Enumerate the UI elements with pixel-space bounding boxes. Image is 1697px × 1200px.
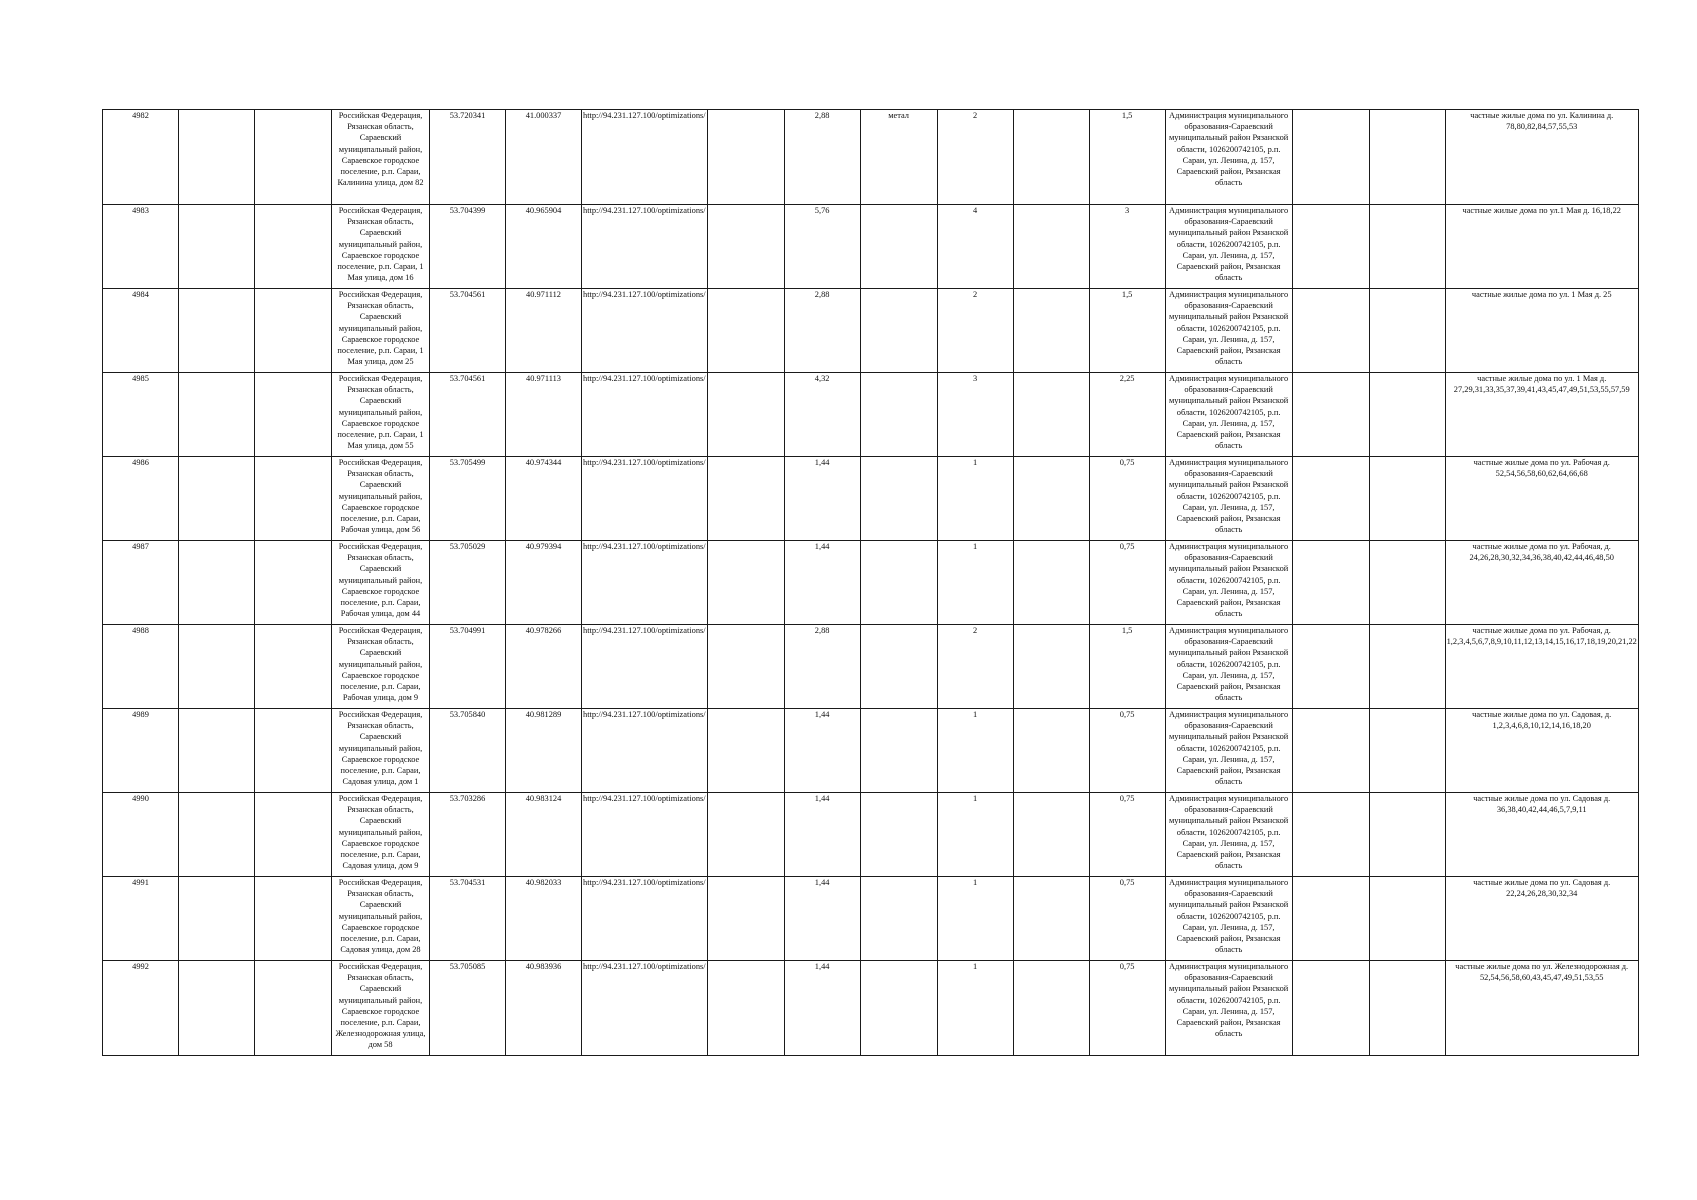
sources-cell: частные жилые дома по ул. Рабочая, д. 1,2,3,4,5,6,7,8,9,10,11,12,13,14,15,16,17,18,19,20,21,22 [1445, 625, 1638, 709]
empty-cell [179, 793, 255, 877]
volume-cell: 0,75 [1089, 541, 1165, 625]
volume-cell: 1,5 [1089, 625, 1165, 709]
longitude-cell: 40.978266 [506, 625, 582, 709]
empty-cell [255, 961, 332, 1056]
containers-cell: 3 [937, 373, 1013, 457]
empty-cell [707, 457, 784, 541]
sources-cell: частные жилые дома по ул. Рабочая, д. 24,26,28,30,32,34,36,38,40,42,44,46,48,50 [1445, 541, 1638, 625]
volume-cell: 1,5 [1089, 289, 1165, 373]
empty-cell [1013, 289, 1089, 373]
empty-cell [1013, 205, 1089, 289]
empty-cell [179, 961, 255, 1056]
latitude-cell: 53.703286 [430, 793, 506, 877]
address-cell: Российская Федерация, Рязанская область, Сараевский муниципальный район, Сараевское городское поселение, р.п. Сараи, Рабочая улица, дом 56 [332, 457, 430, 541]
table-row [103, 373, 1639, 457]
area-cell: 1,44 [784, 877, 860, 961]
empty-cell [179, 110, 255, 205]
material-cell: метал [860, 110, 937, 205]
longitude-cell: 40.982033 [506, 877, 582, 961]
record-number-cell: 4986 [103, 457, 179, 541]
empty-cell [1292, 961, 1369, 1056]
containers-cell: 4 [937, 205, 1013, 289]
empty-cell [707, 961, 784, 1056]
empty-cell [707, 205, 784, 289]
url-cell: http://94.231.127.100/optimizations/ [582, 541, 708, 625]
owner-cell: Администрация муниципального образования-Сараевский муниципальный район Рязанской области, 1026200742105, р.п. Сараи, ул. Ленина, д. 157, Сараевский район, Рязанская область [1165, 289, 1292, 373]
sources-cell: частные жилые дома по ул. Железнодорожная д. 52,54,56,58,60,43,45,47,49,51,53,55 [1445, 961, 1638, 1056]
empty-cell [179, 541, 255, 625]
material-cell [860, 793, 937, 877]
containers-cell: 1 [937, 457, 1013, 541]
empty-cell [255, 793, 332, 877]
empty-cell [1369, 110, 1445, 205]
empty-cell [707, 541, 784, 625]
material-cell [860, 877, 937, 961]
latitude-cell: 53.704561 [430, 373, 506, 457]
volume-cell: 2,25 [1089, 373, 1165, 457]
sources-cell: частные жилые дома по ул. Рабочая д. 52,54,56,58,60,62,64,66,68 [1445, 457, 1638, 541]
area-cell: 2,88 [784, 625, 860, 709]
address-cell: Российская Федерация, Рязанская область, Сараевский муниципальный район, Сараевское городское поселение, р.п. Сараи, Железнодорожная улица, дом 58 [332, 961, 430, 1056]
empty-cell [707, 110, 784, 205]
empty-cell [255, 877, 332, 961]
empty-cell [1292, 373, 1369, 457]
empty-cell [1013, 625, 1089, 709]
empty-cell [255, 625, 332, 709]
registry-table [102, 109, 1639, 1056]
latitude-cell: 53.705840 [430, 709, 506, 793]
table-row [103, 289, 1639, 373]
material-cell [860, 457, 937, 541]
empty-cell [179, 877, 255, 961]
volume-cell: 0,75 [1089, 961, 1165, 1056]
empty-cell [255, 373, 332, 457]
address-cell: Российская Федерация, Рязанская область, Сараевский муниципальный район, Сараевское городское поселение, р.п. Сараи, 1 Мая улица, дом 16 [332, 205, 430, 289]
owner-cell: Администрация муниципального образования-Сараевский муниципальный район Рязанской области, 1026200742105, р.п. Сараи, ул. Ленина, д. 157, Сараевский район, Рязанская область [1165, 625, 1292, 709]
table-row [103, 541, 1639, 625]
table-row [103, 457, 1639, 541]
record-number-cell: 4992 [103, 961, 179, 1056]
empty-cell [1013, 793, 1089, 877]
empty-cell [255, 205, 332, 289]
empty-cell [179, 205, 255, 289]
address-cell: Российская Федерация, Рязанская область, Сараевский муниципальный район, Сараевское городское поселение, р.п. Сараи, Садовая улица, дом 28 [332, 877, 430, 961]
empty-cell [1369, 205, 1445, 289]
empty-cell [1013, 877, 1089, 961]
longitude-cell: 40.981289 [506, 709, 582, 793]
area-cell: 1,44 [784, 457, 860, 541]
volume-cell: 0,75 [1089, 709, 1165, 793]
volume-cell: 0,75 [1089, 877, 1165, 961]
table-row [103, 793, 1639, 877]
containers-cell: 1 [937, 541, 1013, 625]
sources-cell: частные жилые дома по ул. Садовая д. 36,38,40,42,44,46,5,7,9,11 [1445, 793, 1638, 877]
longitude-cell: 40.983124 [506, 793, 582, 877]
empty-cell [1369, 457, 1445, 541]
record-number-cell: 4985 [103, 373, 179, 457]
empty-cell [1013, 110, 1089, 205]
record-number-cell: 4983 [103, 205, 179, 289]
empty-cell [179, 457, 255, 541]
empty-cell [179, 625, 255, 709]
url-cell: http://94.231.127.100/optimizations/ [582, 110, 708, 205]
address-cell: Российская Федерация, Рязанская область, Сараевский муниципальный район, Сараевское городское поселение, р.п. Сараи, Рабочая улица, дом 9 [332, 625, 430, 709]
area-cell: 1,44 [784, 709, 860, 793]
empty-cell [255, 709, 332, 793]
material-cell [860, 625, 937, 709]
latitude-cell: 53.704991 [430, 625, 506, 709]
containers-cell: 2 [937, 625, 1013, 709]
empty-cell [1369, 793, 1445, 877]
empty-cell [1292, 289, 1369, 373]
area-cell: 1,44 [784, 541, 860, 625]
url-cell: http://94.231.127.100/optimizations/ [582, 289, 708, 373]
empty-cell [1369, 961, 1445, 1056]
latitude-cell: 53.705085 [430, 961, 506, 1056]
material-cell [860, 961, 937, 1056]
empty-cell [1369, 877, 1445, 961]
volume-cell: 0,75 [1089, 793, 1165, 877]
containers-cell: 2 [937, 110, 1013, 205]
empty-cell [1292, 709, 1369, 793]
table-row [103, 205, 1639, 289]
table-row [103, 961, 1639, 1056]
volume-cell: 0,75 [1089, 457, 1165, 541]
longitude-cell: 40.983936 [506, 961, 582, 1056]
empty-cell [707, 709, 784, 793]
address-cell: Российская Федерация, Рязанская область, Сараевский муниципальный район, Сараевское городское поселение, р.п. Сараи, Садовая улица, дом 1 [332, 709, 430, 793]
record-number-cell: 4991 [103, 877, 179, 961]
owner-cell: Администрация муниципального образования-Сараевский муниципальный район Рязанской области, 1026200742105, р.п. Сараи, ул. Ленина, д. 157, Сараевский район, Рязанская область [1165, 541, 1292, 625]
sources-cell: частные жилые дома по ул. Садовая, д. 1,2,3,4,6,8,10,12,14,16,18,20 [1445, 709, 1638, 793]
table-row [103, 625, 1639, 709]
table-row [103, 877, 1639, 961]
empty-cell [1369, 289, 1445, 373]
longitude-cell: 40.971113 [506, 373, 582, 457]
empty-cell [707, 625, 784, 709]
empty-cell [1013, 709, 1089, 793]
containers-cell: 2 [937, 289, 1013, 373]
material-cell [860, 289, 937, 373]
owner-cell: Администрация муниципального образования-Сараевский муниципальный район Рязанской области, 1026200742105, р.п. Сараи, ул. Ленина, д. 157, Сараевский район, Рязанская область [1165, 205, 1292, 289]
longitude-cell: 40.971112 [506, 289, 582, 373]
owner-cell: Администрация муниципального образования-Сараевский муниципальный район Рязанской области, 1026200742105, р.п. Сараи, ул. Ленина, д. 157, Сараевский район, Рязанская область [1165, 373, 1292, 457]
empty-cell [1013, 541, 1089, 625]
empty-cell [1013, 373, 1089, 457]
empty-cell [255, 541, 332, 625]
address-cell: Российская Федерация, Рязанская область, Сараевский муниципальный район, Сараевское городское поселение, р.п. Сараи, Калинина улица, дом 82 [332, 110, 430, 205]
owner-cell: Администрация муниципального образования-Сараевский муниципальный район Рязанской области, 1026200742105, р.п. Сараи, ул. Ленина, д. 157, Сараевский район, Рязанская область [1165, 877, 1292, 961]
record-number-cell: 4984 [103, 289, 179, 373]
empty-cell [255, 289, 332, 373]
latitude-cell: 53.705499 [430, 457, 506, 541]
empty-cell [1292, 457, 1369, 541]
empty-cell [1292, 625, 1369, 709]
latitude-cell: 53.704399 [430, 205, 506, 289]
empty-cell [1292, 205, 1369, 289]
latitude-cell: 53.704531 [430, 877, 506, 961]
empty-cell [255, 457, 332, 541]
owner-cell: Администрация муниципального образования-Сараевский муниципальный район Рязанской области, 1026200742105, р.п. Сараи, ул. Ленина, д. 157, Сараевский район, Рязанская область [1165, 793, 1292, 877]
record-number-cell: 4988 [103, 625, 179, 709]
area-cell: 1,44 [784, 793, 860, 877]
owner-cell: Администрация муниципального образования-Сараевский муниципальный район Рязанской области, 1026200742105, р.п. Сараи, ул. Ленина, д. 157, Сараевский район, Рязанская область [1165, 961, 1292, 1056]
sources-cell: частные жилые дома по ул. Садовая д. 22,24,26,28,30,32,34 [1445, 877, 1638, 961]
url-cell: http://94.231.127.100/optimizations/ [582, 457, 708, 541]
volume-cell: 3 [1089, 205, 1165, 289]
material-cell [860, 373, 937, 457]
empty-cell [1013, 457, 1089, 541]
empty-cell [707, 793, 784, 877]
containers-cell: 1 [937, 877, 1013, 961]
area-cell: 1,44 [784, 961, 860, 1056]
record-number-cell: 4989 [103, 709, 179, 793]
empty-cell [707, 289, 784, 373]
url-cell: http://94.231.127.100/optimizations/ [582, 793, 708, 877]
url-cell: http://94.231.127.100/optimizations/ [582, 709, 708, 793]
latitude-cell: 53.720341 [430, 110, 506, 205]
empty-cell [1292, 793, 1369, 877]
address-cell: Российская Федерация, Рязанская область, Сараевский муниципальный район, Сараевское городское поселение, р.п. Сараи, 1 Мая улица, дом 55 [332, 373, 430, 457]
table-row [103, 709, 1639, 793]
longitude-cell: 40.974344 [506, 457, 582, 541]
containers-cell: 1 [937, 961, 1013, 1056]
url-cell: http://94.231.127.100/optimizations/ [582, 877, 708, 961]
material-cell [860, 205, 937, 289]
area-cell: 4,32 [784, 373, 860, 457]
table-row [103, 110, 1639, 205]
latitude-cell: 53.705029 [430, 541, 506, 625]
material-cell [860, 541, 937, 625]
empty-cell [1369, 541, 1445, 625]
table-body [103, 110, 1639, 1056]
sources-cell: частные жилые дома по ул. Калинина д. 78,80,82,84,57,55,53 [1445, 110, 1638, 205]
owner-cell: Администрация муниципального образования-Сараевский муниципальный район Рязанской области, 1026200742105, р.п. Сараи, ул. Ленина, д. 157, Сараевский район, Рязанская область [1165, 110, 1292, 205]
owner-cell: Администрация муниципального образования-Сараевский муниципальный район Рязанской области, 1026200742105, р.п. Сараи, ул. Ленина, д. 157, Сараевский район, Рязанская область [1165, 709, 1292, 793]
latitude-cell: 53.704561 [430, 289, 506, 373]
sources-cell: частные жилые дома по ул. 1 Мая д. 27,29,31,33,35,37,39,41,43,45,47,49,51,53,55,57,59 [1445, 373, 1638, 457]
record-number-cell: 4987 [103, 541, 179, 625]
url-cell: http://94.231.127.100/optimizations/ [582, 205, 708, 289]
longitude-cell: 41.000337 [506, 110, 582, 205]
containers-cell: 1 [937, 709, 1013, 793]
address-cell: Российская Федерация, Рязанская область, Сараевский муниципальный район, Сараевское городское поселение, р.п. Сараи, Рабочая улица, дом 44 [332, 541, 430, 625]
address-cell: Российская Федерация, Рязанская область, Сараевский муниципальный район, Сараевское городское поселение, р.п. Сараи, Садовая улица, дом 9 [332, 793, 430, 877]
empty-cell [179, 373, 255, 457]
empty-cell [1292, 110, 1369, 205]
volume-cell: 1,5 [1089, 110, 1165, 205]
record-number-cell: 4982 [103, 110, 179, 205]
url-cell: http://94.231.127.100/optimizations/ [582, 373, 708, 457]
owner-cell: Администрация муниципального образования-Сараевский муниципальный район Рязанской области, 1026200742105, р.п. Сараи, ул. Ленина, д. 157, Сараевский район, Рязанская область [1165, 457, 1292, 541]
record-number-cell: 4990 [103, 793, 179, 877]
empty-cell [707, 877, 784, 961]
address-cell: Российская Федерация, Рязанская область, Сараевский муниципальный район, Сараевское городское поселение, р.п. Сараи, 1 Мая улица, дом 25 [332, 289, 430, 373]
longitude-cell: 40.965904 [506, 205, 582, 289]
url-cell: http://94.231.127.100/optimizations/ [582, 625, 708, 709]
longitude-cell: 40.979394 [506, 541, 582, 625]
empty-cell [1369, 373, 1445, 457]
empty-cell [1369, 625, 1445, 709]
material-cell [860, 709, 937, 793]
sources-cell: частные жилые дома по ул.1 Мая д. 16,18,22 [1445, 205, 1638, 289]
sources-cell: частные жилые дома по ул. 1 Мая д. 25 [1445, 289, 1638, 373]
empty-cell [179, 709, 255, 793]
empty-cell [1292, 877, 1369, 961]
area-cell: 2,88 [784, 110, 860, 205]
empty-cell [1369, 709, 1445, 793]
containers-cell: 1 [937, 793, 1013, 877]
area-cell: 2,88 [784, 289, 860, 373]
empty-cell [1013, 961, 1089, 1056]
empty-cell [707, 373, 784, 457]
url-cell: http://94.231.127.100/optimizations/ [582, 961, 708, 1056]
area-cell: 5,76 [784, 205, 860, 289]
empty-cell [255, 110, 332, 205]
empty-cell [1292, 541, 1369, 625]
empty-cell [179, 289, 255, 373]
